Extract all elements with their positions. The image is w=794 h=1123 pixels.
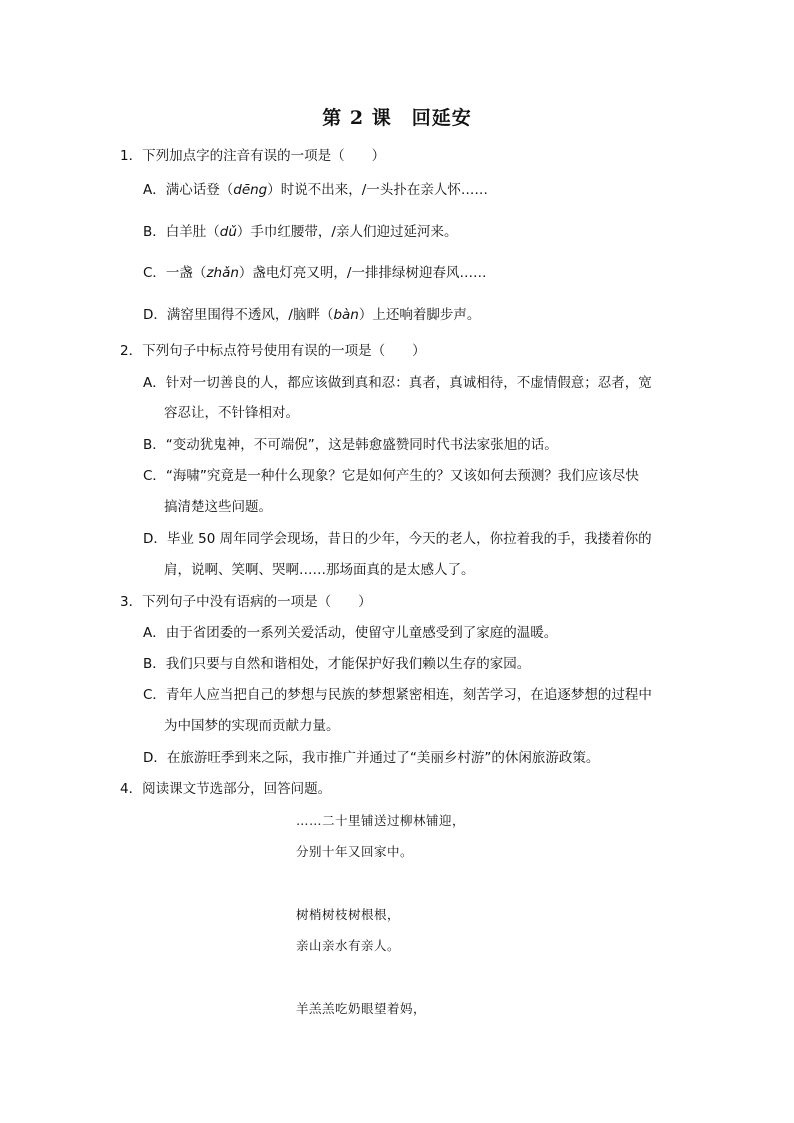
option-text: C．一盏（: [143, 265, 207, 281]
question-1-option-c: [143, 263, 486, 283]
pinyin: bàn: [333, 307, 359, 323]
option-text: ）手巾红腰带，/亲人们迎过延河来。: [236, 224, 458, 240]
question-2-option-c-cont: 搞清楚这些问题。: [164, 499, 272, 515]
page-title: 第 2 课 回延安: [322, 107, 472, 129]
option-text: B．白羊肚（: [143, 224, 220, 240]
poem-line: 分别十年又回家中。: [296, 844, 414, 859]
question-2-option-d: D．毕业 50 周年同学会现场，昔日的少年，今天的老人，你拉着我的手，我搂着你的: [143, 531, 652, 547]
poem-line: 羊羔羔吃奶眼望着妈，: [296, 1001, 427, 1016]
question-4-stem: 4．阅读课文节选部分，回答问题。: [120, 781, 332, 797]
question-2-option-b: B．“变动犹鬼神，不可端倪”，这是韩愈盛赞同时代书法家张旭的话。: [143, 437, 558, 453]
option-text: A．满心话登（: [143, 182, 234, 198]
poem-line: ……二十里铺送过柳林铺迎，: [296, 813, 466, 828]
question-3-stem: 3．下列句子中没有语病的一项是（ ）: [120, 594, 372, 610]
option-text: ）盏电灯亮又明，/一排排绿树迎春风……: [238, 265, 487, 281]
question-3-option-c-cont: 为中国梦的实现而贡献力量。: [164, 718, 340, 734]
question-2-option-c: C．“海啸”究竟是一种什么现象？它是如何产生的？又该如何去预测？我们应该尽快: [143, 468, 639, 484]
question-2-stem: 2．下列句子中标点符号使用有误的一项是（ ）: [120, 343, 426, 359]
question-3-option-d: D．在旅游旺季到来之际，我市推广并通过了“美丽乡村游”的休闲旅游政策。: [143, 750, 600, 766]
option-text: ）上还响着脚步声。: [358, 307, 481, 323]
question-2-option-a-cont: 容忍让，不针锋相对。: [164, 405, 299, 421]
question-1-option-b: [143, 222, 457, 242]
option-text: ）时说不出来，/一头扑在亲人怀……: [267, 182, 488, 198]
question-3-option-b: B．我们只要与自然和谐相处，才能保护好我们赖以生存的家园。: [143, 656, 531, 672]
pinyin: dǔ: [219, 224, 237, 240]
question-1-option-a: [143, 180, 488, 200]
question-1-stem: 1．下列加点字的注音有误的一项是（ ）: [120, 148, 386, 164]
question-3-option-c: C．青年人应当把自己的梦想与民族的梦想紧密相连，刻苦学习，在追逐梦想的过程中: [143, 687, 652, 703]
question-3-option-a: A．由于省团委的一系列关爱活动，使留守儿童感受到了家庭的温暖。: [143, 625, 558, 641]
poem-line: 亲山亲水有亲人。: [296, 938, 401, 953]
question-1-option-d: [143, 305, 480, 325]
poem-line: 树梢树枝树根根，: [296, 907, 401, 922]
pinyin: dēng: [233, 182, 268, 198]
question-2-option-a: A．针对一切善良的人，都应该做到真和忍：真者，真诚相待，不虚情假意；忍者，宽: [143, 375, 652, 391]
pinyin: zhǎn: [206, 265, 239, 281]
question-2-option-d-cont: 肩，说啊、笑啊、哭啊……那场面真的是太感人了。: [164, 562, 475, 578]
option-text: D．满窑里围得不透风，/脑畔（: [143, 307, 334, 323]
